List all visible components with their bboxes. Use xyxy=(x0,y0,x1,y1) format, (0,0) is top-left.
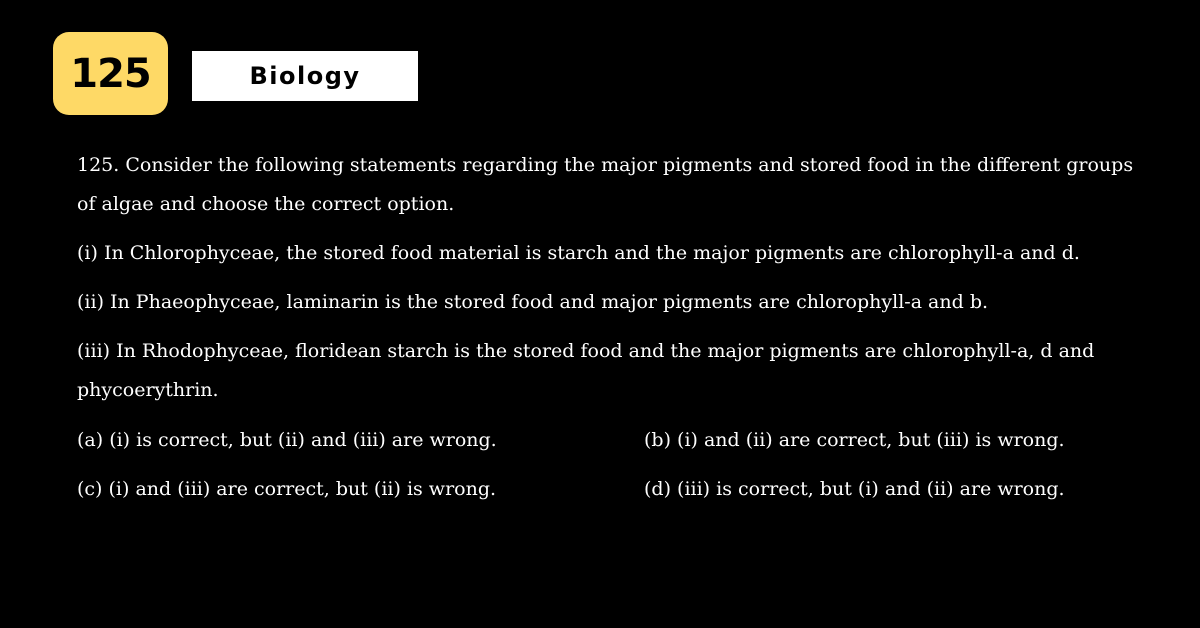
subject-label: Biology xyxy=(249,62,361,90)
option-d: (d) (iii) is correct, but (i) and (ii) are wrong. xyxy=(644,478,1065,500)
option-a: (a) (i) is correct, but (ii) and (iii) are wrong. xyxy=(77,429,497,451)
statement-1: (i) In Chlorophyceae, the stored food material is starch and the major pigments are chlorophyll-a and d. xyxy=(77,242,1080,264)
question-stem: 125. Consider the following statements regarding the major pigments and stored food in the different groups of algae and choose the correct option. xyxy=(77,154,1134,215)
answer-options xyxy=(77,421,1157,508)
question-number-badge xyxy=(53,32,168,115)
question-number: 125 xyxy=(70,50,151,97)
statement-3: (iii) In Rhodophyceae, floridean starch is the stored food and the major pigments are chlorophyll-a, d and phycoerythrin. xyxy=(77,340,1095,401)
option-c: (c) (i) and (iii) are correct, but (ii) is wrong. xyxy=(77,478,497,500)
statement-2: (ii) In Phaeophyceae, laminarin is the stored food and major pigments are chlorophyll-a and b. xyxy=(77,291,989,313)
question-body xyxy=(77,146,1157,420)
option-b: (b) (i) and (ii) are correct, but (iii) is wrong. xyxy=(644,429,1065,451)
subject-label-box xyxy=(192,51,418,101)
